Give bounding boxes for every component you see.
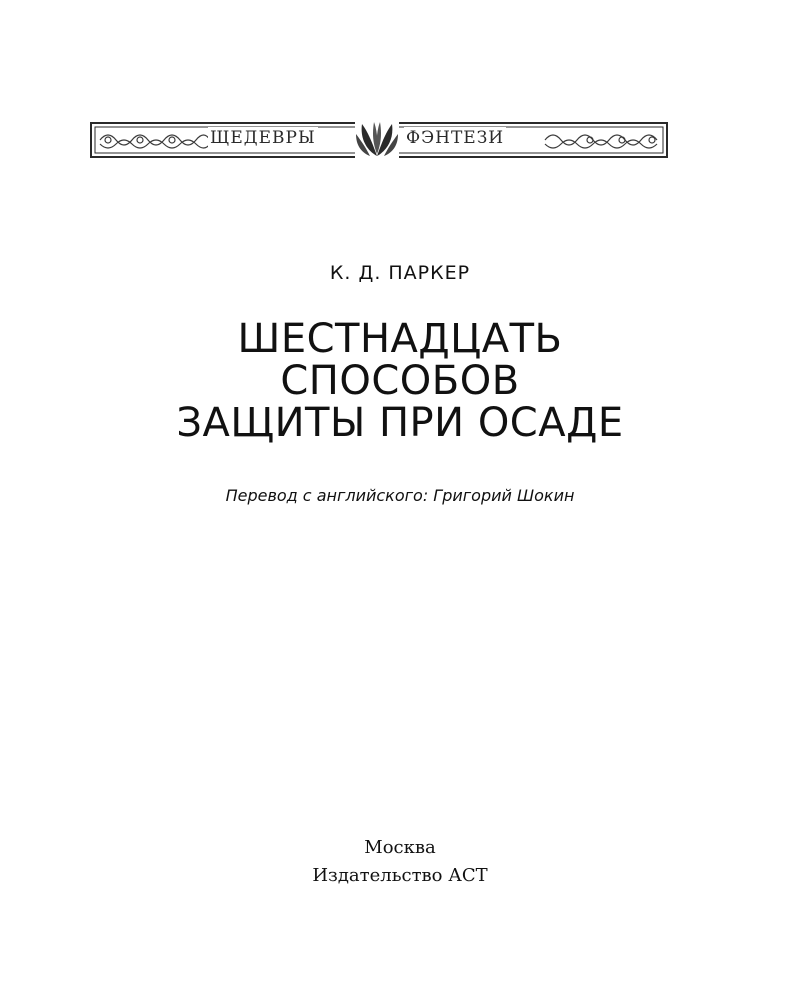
series-name-right: ФЭНТЕЗИ bbox=[406, 128, 505, 148]
translator-credit: Перевод с английского: Григорий Шокин bbox=[225, 486, 575, 505]
book-title bbox=[0, 318, 800, 444]
imprint bbox=[0, 834, 800, 890]
book-title-line-1: ШЕСТНАДЦАТЬ bbox=[237, 316, 563, 362]
book-title-line-2: СПОСОБОВ bbox=[280, 358, 520, 404]
imprint-city: Москва bbox=[364, 837, 436, 858]
bird-wings-icon bbox=[355, 120, 399, 160]
series-banner-frame bbox=[90, 120, 668, 160]
book-title-line-3: ЗАЩИТЫ ПРИ ОСАДЕ bbox=[176, 400, 624, 446]
series-banner bbox=[90, 120, 668, 160]
imprint-publisher: Издательство АСТ bbox=[312, 865, 488, 886]
author-name: К. Д. ПАРКЕР bbox=[329, 262, 471, 284]
series-name-left: ЩЕДЕВРЫ bbox=[210, 128, 316, 148]
